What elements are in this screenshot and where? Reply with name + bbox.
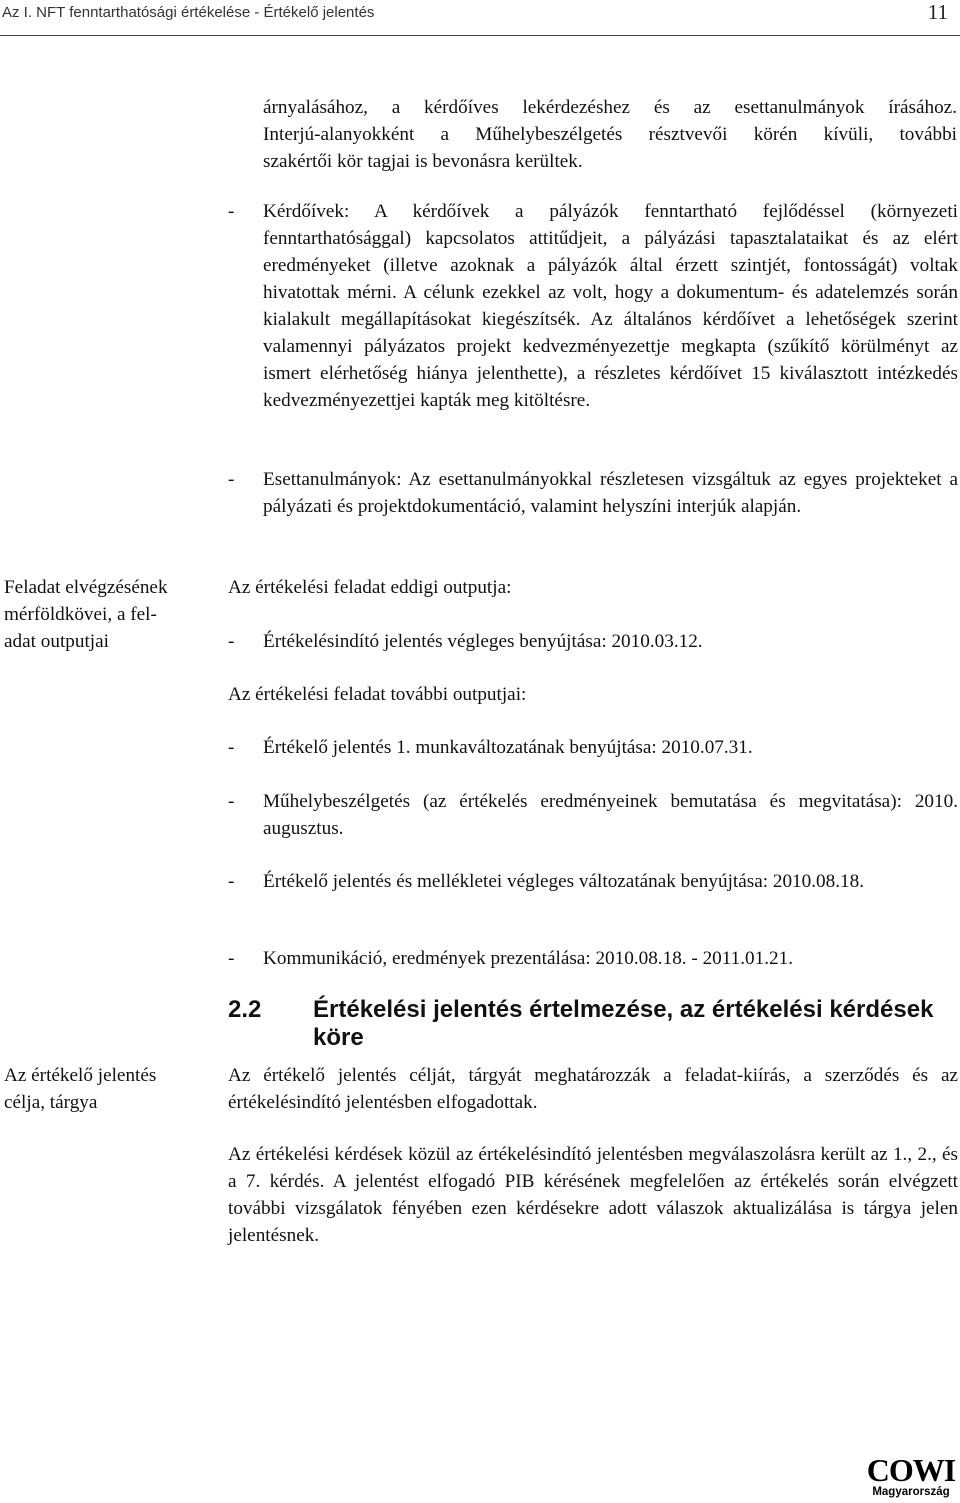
side-label-line: adat outputjai: [4, 631, 109, 652]
section-paragraph: Az értékelő jelentés célját, tárgyát meghatározzák a feladat-kiírás, a szerződés és az értékelésindító jelentésben elfogadottak.: [228, 1065, 958, 1113]
section-title: Értékelési jelentés értelmezése, az értékelési kérdések köre: [313, 996, 934, 1051]
side-label-line: célja, tárgya: [4, 1092, 98, 1113]
bullet-dash: -: [228, 737, 235, 758]
bullet-further-output: [228, 788, 958, 842]
logo-wordmark: COWI: [866, 1452, 956, 1488]
side-label-line: mérföldkövei, a fel-: [4, 604, 157, 625]
bullet-dash: -: [228, 201, 235, 222]
current-output-heading: Az értékelési feladat eddigi outputja:: [228, 577, 512, 598]
bullet-further-output: [228, 868, 958, 895]
bullet-case-studies: [228, 466, 958, 520]
bullet-dash: -: [228, 631, 235, 652]
section-paragraph: Az értékelési kérdések közül az értékelésindító jelentésben megválaszolásra került az 1., 2., és a 7. kérdés. A jelentést elfogadó PIB kérésének megfelelően az értékelés során elvégzett további vizsgálatok fényében ezen kérdésekre adott válaszok aktualizálása is tárgya jelen jelentésnek.: [228, 1144, 958, 1246]
intro-line: Interjú-alanyokként a Műhelybeszélgetés résztvevői körén kívüli, további: [263, 124, 957, 145]
bullet-text: Műhelybeszélgetés (az értékelés eredményeinek bemutatása és megvitatása): 2010. augusztus.: [263, 791, 958, 839]
bullet-dash: -: [228, 469, 235, 490]
bullet-current-output: [228, 628, 958, 655]
bullet-text: Kommunikáció, eredmények prezentálása: 2010.08.18. - 2011.01.21.: [263, 948, 793, 969]
side-label-purpose: [4, 1062, 204, 1116]
bullet-dash: -: [228, 871, 235, 892]
bullet-text: Esettanulmányok: Az esettanulmányokkal részletesen vizsgáltuk az egyes projekteket a pályázati és projektdokumentáció, valamint helyszíni interjúk alapján.: [263, 469, 958, 517]
side-label-milestones: [4, 574, 204, 655]
logo-subtitle: Magyarország: [872, 1486, 950, 1498]
bullet-dash: -: [228, 948, 235, 969]
intro-paragraph: [263, 94, 957, 175]
side-label-line: Feladat elvégzésének: [4, 577, 168, 598]
bullet-text: Értékelő jelentés 1. munkaváltozatának benyújtása: 2010.07.31.: [263, 737, 753, 758]
bullet-text: Értékelő jelentés és mellékletei végleges változatának benyújtása: 2010.08.18.: [263, 871, 864, 892]
bullet-dash: -: [228, 791, 235, 812]
bullet-further-output: [228, 734, 958, 761]
side-label-line: Az értékelő jelentés: [4, 1065, 157, 1086]
intro-line: szakértői kör tagjai is bevonásra kerültek.: [263, 151, 583, 172]
running-header-title: Az I. NFT fenntarthatósági értékelése - Értékelő jelentés: [2, 4, 375, 21]
intro-line: árnyalásához, a kérdőíves lekérdezéshez és az esettanulmányok írásához.: [263, 97, 957, 118]
bullet-further-output: [228, 945, 958, 972]
cowi-logo: [866, 1452, 956, 1499]
page-number: 11: [927, 0, 948, 24]
header-divider: [0, 35, 960, 36]
bullet-text: Kérdőívek: A kérdőívek a pályázók fenntartható fejlődéssel (környezeti fenntarthatósággal) kapcsolatos attitűdjeit, a pályázási tapasztalataikat és az elért eredményeket (illetve azoknak a pályázók által érzett szintjét, fontosságát) voltak hivatottak mérni. A célunk ezekkel az volt, hogy a dokumentum- és adatelemzés során kialakult megállapításokat kiegészítsék. Az általános kérdőívet a lehetőségek szerint valamennyi pályázatos projekt kedvezményezettje megkapta (szűkítő körülményt az ismert elérhetőség hiánya jelenthette), a részletes kérdőívet 15 kiválasztott intézkedés kedvezményezettjei kapták meg kitöltésre.: [263, 201, 958, 411]
section-number: 2.2: [228, 996, 262, 1023]
bullet-text: Értékelésindító jelentés végleges benyújtása: 2010.03.12.: [263, 631, 703, 652]
bullet-questionnaires: [228, 198, 958, 414]
further-output-heading: Az értékelési feladat további outputjai:: [228, 684, 527, 705]
